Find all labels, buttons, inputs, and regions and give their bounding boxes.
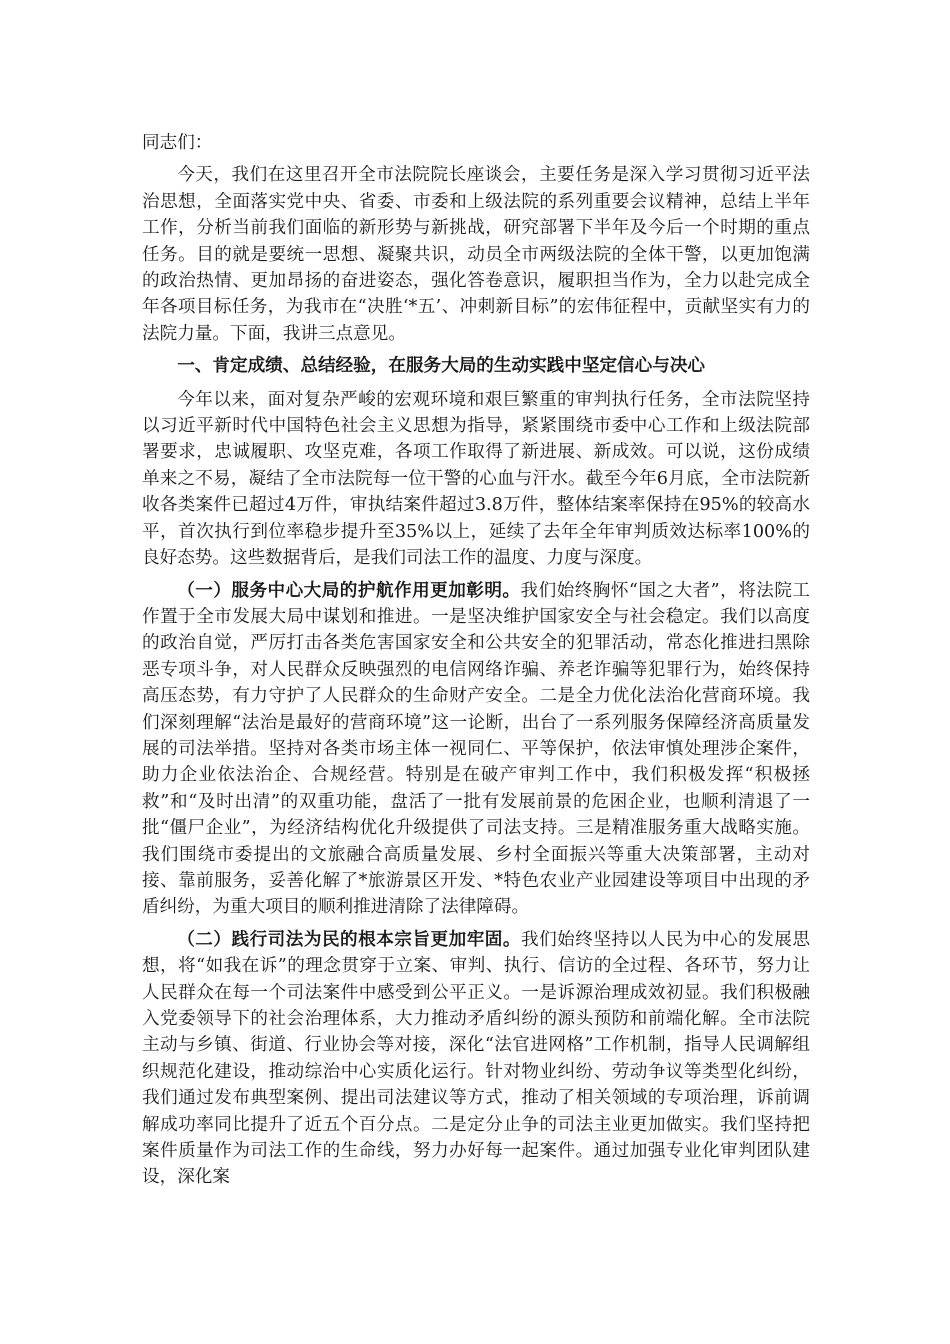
intro-paragraph: 今天，我们在这里召开全市法院院长座谈会，主要任务是深入学习贯彻习近平法治思想，全面落实党中央、省委、市委和上级法院的系列重要会议精神，总结上半年工作，分析当前我们面临的新形势与新挑战，研究部署下半年及今后一个时期的重点任务。目的就是要统一思想、凝聚共识，动员全市两级法院的全体干警，以更加饱满的政治热情、更加昂扬的奋进姿态，强化答卷意识，履职担当作为，全力以赴完成全年各项目标任务，为我市在“决胜‘*五’、冲刺新目标”的宏伟征程中，贡献坚实有力的法院力量。下面，我讲三点意见。 — [142, 165, 810, 344]
section-1-summary-paragraph: 今年以来，面对复杂严峻的宏观环境和艰巨繁重的审判执行任务，全市法院坚持以习近平新时代中国特色社会主义思想为指导，紧紧围绕市委中心工作和上级法院部署要求，忠诚履职、攻坚克难，各项工作取得了新进展、新成效。可以说，这份成绩单来之不易，凝结了全市法院每一位干警的心血与汗水。截至今年6月底，全市法院新收各类案件已超过4万件，审执结案件超过3.8万件，整体结案率保持在95%的较高水平，首次执行到位率稳步提升至35%以上，延续了去年全年审判质效达标率100%的良好态势。这些数据背后，是我们司法工作的温度、力度与深度。 — [142, 389, 810, 569]
subsection-2-lead: （二）践行司法为民的根本宗旨更加牢固。 — [177, 929, 521, 950]
salutation: 同志们： — [142, 133, 213, 153]
subsection-1-body: 我们始终胸怀“国之大者”，将法院工作置于全市发展大局中谋划和推进。一是坚决维护国家安全与社会稳定。我们以高度的政治自觉，严厉打击各类危害国家安全和公共安全的犯罪活动，常态化推进扫黑除恶专项斗争，对人民群众反映强烈的电信网络诈骗、养老诈骗等犯罪行为，始终保持高压态势，有力守护了人民群众的生命财产安全。二是全力优化法治化营商环境。我们深刻理解“法治是最好的营商环境”这一论断，出台了一系列服务保障经济高质量发展的司法举措。坚持对各类市场主体一视同仁、平等保护，依法审慎处理涉企案件，助力企业依法治企、合规经营。特别是在破产审判工作中，我们积极发挥“积极拯救”和“及时出清”的双重功能，盘活了一批有发展前景的危困企业，也顺利清退了一批“僵尸企业”，为经济结构优化升级提供了司法支持。三是精准服务重大战略实施。我们围绕市委提出的文旅融合高质量发展、乡村全面振兴等重大决策部署，主动对接、靠前服务，妥善化解了*旅游景区开发、*特色农业产业园建设等项目中出现的矛盾纠纷，为重大项目的顺利推进清除了法律障碍。 — [142, 580, 810, 918]
subsection-2-paragraph — [142, 927, 810, 1191]
document-page — [142, 130, 810, 1197]
subsection-1-lead: （一）服务中心大局的护航作用更加彰明。 — [177, 580, 521, 601]
section-1-heading: 一、肯定成绩、总结经验，在服务大局的生动实践中坚定信心与决心 — [177, 356, 706, 377]
subsection-1-paragraph — [142, 578, 810, 921]
subsection-2-body: 我们始终坚持以人民为中心的发展思想，将“如我在诉”的理念贯穿于立案、审判、执行、信访的全过程、各环节，努力让人民群众在每一个司法案件中感受到公平正义。一是诉源治理成效初显。我们积极融入党委领导下的社会治理体系，大力推动矛盾纠纷的源头预防和前端化解。全市法院主动与乡镇、街道、行业协会等对接，深化“法官进网格”工作机制，指导人民调解组织规范化建设，推动综治中心实质化运行。针对物业纠纷、劳动争议等类型化纠纷，我们通过发布典型案例、提出司法建议等方式，推动了相关领域的专项治理，诉前调解成功率同比提升了近五个百分点。二是定分止争的司法主业更加做实。我们坚持把案件质量作为司法工作的生命线，努力办好每一起案件。通过加强专业化审判团队建设，深化案 — [142, 929, 810, 1188]
